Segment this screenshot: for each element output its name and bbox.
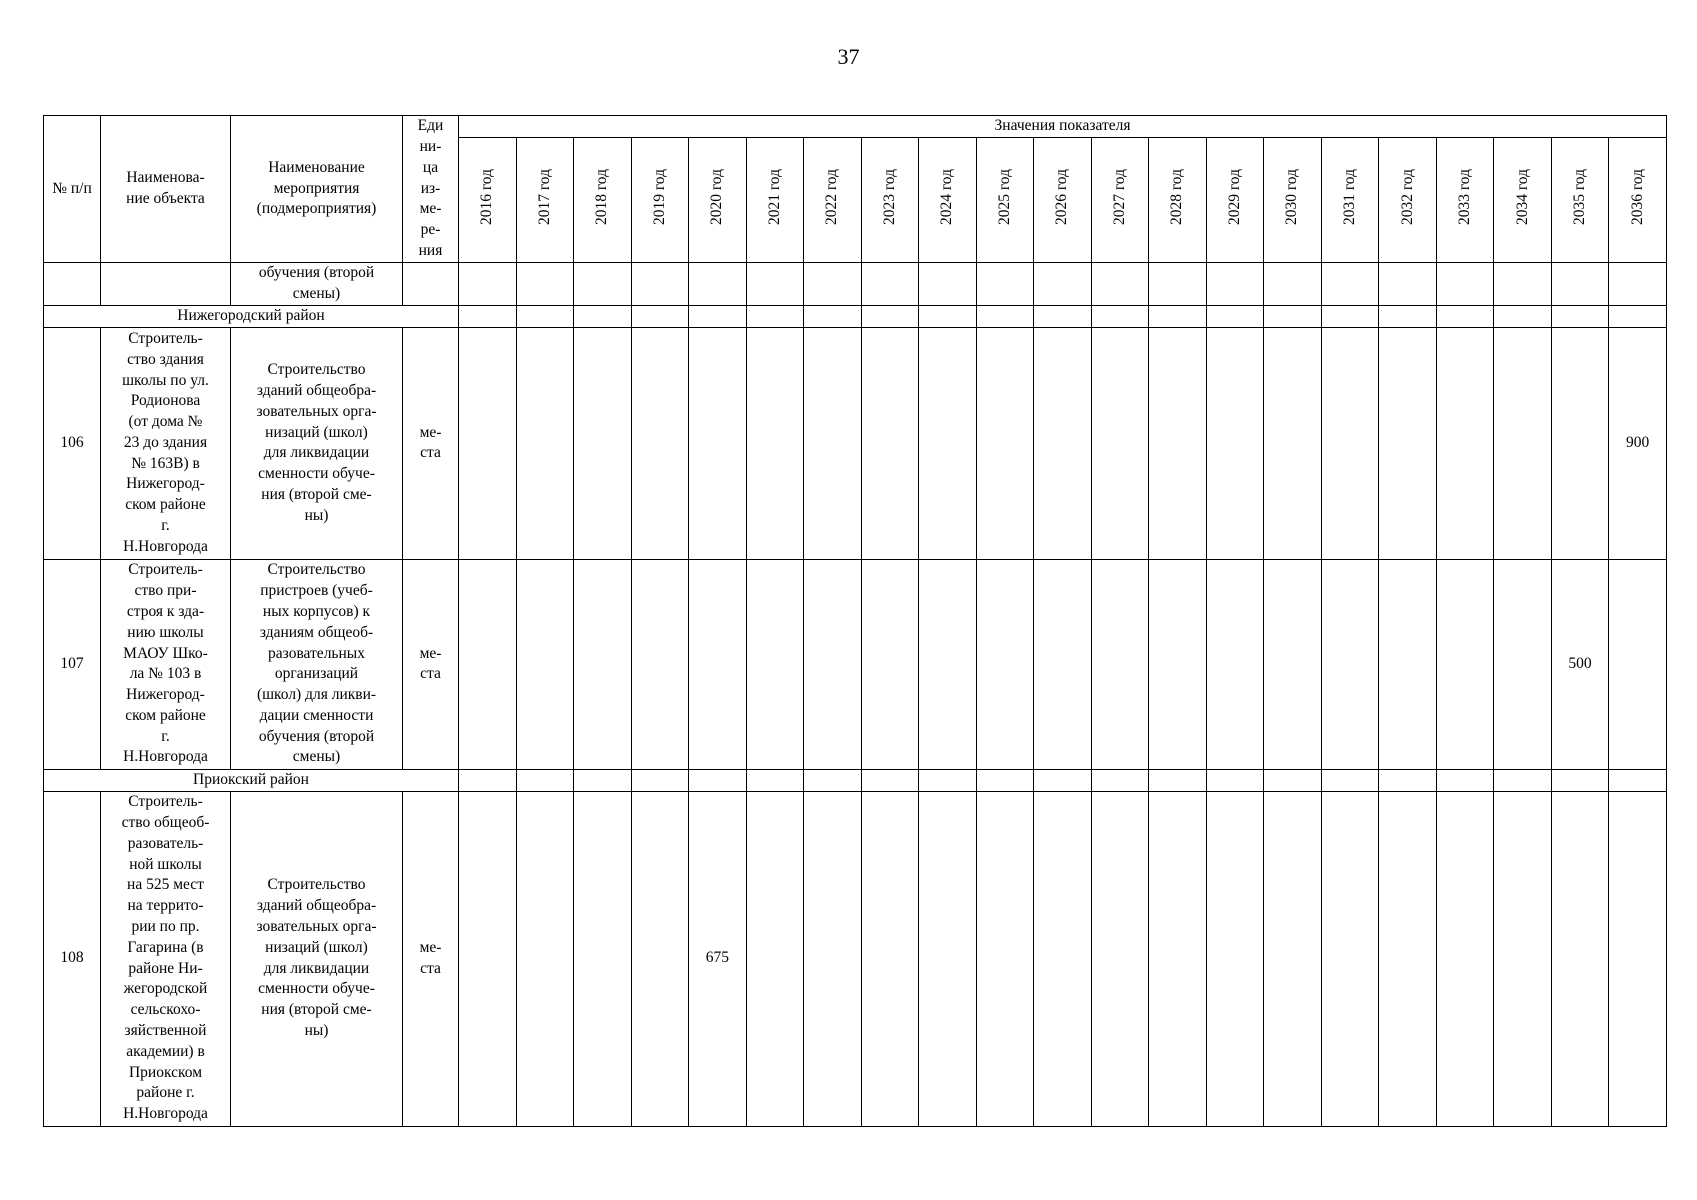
value-cell (919, 263, 977, 306)
value-cell (516, 327, 574, 559)
value-cell (1034, 327, 1092, 559)
value-cell (1436, 327, 1494, 559)
value-cell (746, 306, 804, 328)
value-cell (1494, 306, 1552, 328)
value-cell (861, 327, 919, 559)
value-cell (516, 791, 574, 1126)
value-cell (631, 559, 689, 769)
row-event: Строительство зданий общеобра- зовательных орга- низаций (школ) для ликвидации сменности обуче- ния (второй сме- ны) (231, 327, 403, 559)
value-cell (1379, 769, 1437, 791)
value-cell (1321, 263, 1379, 306)
header-year (516, 138, 574, 263)
value-cell (689, 306, 747, 328)
row-object: Строитель- ство общеоб- разователь- ной школы на 525 мест на террито- рии по пр. Гагарина (в районе Ни- жегородской сельскохо- зяйственной академии) в Приокском районе г. Н.Новгорода (101, 791, 231, 1126)
value-cell (689, 327, 747, 559)
indicator-table (43, 115, 1667, 1127)
year-label: 2025 год (995, 168, 1013, 225)
value-cell (1091, 791, 1149, 1126)
row-unit: ме- ста (403, 559, 459, 769)
value-cell (1321, 769, 1379, 791)
value-cell (574, 559, 632, 769)
year-label: 2028 год (1168, 168, 1186, 225)
value-cell (1321, 791, 1379, 1126)
value-cell (516, 769, 574, 791)
value-cell (1609, 306, 1667, 328)
year-label: 2026 год (1053, 168, 1071, 225)
value-cell (574, 791, 632, 1126)
value-cell (1264, 263, 1322, 306)
value-cell (1149, 327, 1207, 559)
value-cell: 500 (1551, 559, 1609, 769)
row-num: 106 (44, 327, 101, 559)
value-cell (631, 263, 689, 306)
value-cell (861, 306, 919, 328)
header-num: № п/п (44, 116, 101, 263)
row-event: Строительство пристроев (учеб- ных корпусов) к зданиям общеоб- разовательных организаций (школ) для ликви- дации сменности обучения (второй смены) (231, 559, 403, 769)
year-label: 2022 год (823, 168, 841, 225)
value-cell (746, 769, 804, 791)
header-object: Наименова- ние объекта (101, 116, 231, 263)
value-cell (1379, 327, 1437, 559)
value-cell (574, 306, 632, 328)
value-cell (459, 791, 517, 1126)
year-label: 2017 год (535, 168, 553, 225)
header-unit: Еди ни- ца из- ме- ре- ния (403, 116, 459, 263)
value-cell (804, 769, 862, 791)
header-values: Значения показателя (459, 116, 1667, 138)
value-cell (1494, 769, 1552, 791)
year-label: 2021 год (765, 168, 783, 225)
value-cell (631, 327, 689, 559)
year-label: 2031 год (1340, 168, 1358, 225)
value-cell: 675 (689, 791, 747, 1126)
value-cell (1206, 769, 1264, 791)
value-cell (1379, 263, 1437, 306)
header-year (1379, 138, 1437, 263)
year-label: 2033 год (1456, 168, 1474, 225)
year-label: 2020 год (708, 168, 726, 225)
value-cell (804, 327, 862, 559)
value-cell (1379, 791, 1437, 1126)
value-cell (631, 306, 689, 328)
value-cell (1264, 769, 1322, 791)
value-cell (746, 263, 804, 306)
value-cell (1206, 327, 1264, 559)
page-number: 37 (837, 44, 860, 69)
value-cell (976, 263, 1034, 306)
value-cell (516, 263, 574, 306)
header-year (1494, 138, 1552, 263)
header-year (746, 138, 804, 263)
value-cell (976, 327, 1034, 559)
value-cell (1264, 791, 1322, 1126)
value-cell (689, 263, 747, 306)
value-cell (1091, 559, 1149, 769)
value-cell (459, 769, 517, 791)
value-cell (1609, 791, 1667, 1126)
value-cell (1609, 263, 1667, 306)
value-cell (861, 559, 919, 769)
value-cell (1321, 306, 1379, 328)
value-cell (861, 769, 919, 791)
header-year (804, 138, 862, 263)
value-cell (631, 769, 689, 791)
year-label: 2027 год (1110, 168, 1128, 225)
value-cell (1206, 791, 1264, 1126)
continuation-event: обучения (второй смены) (231, 263, 403, 306)
year-label: 2024 год (938, 168, 956, 225)
row-object: Строитель- ство при- строя к зда- нию школы МАОУ Шко- ла № 103 в Нижегород- ском районе г. Н.Новгорода (101, 559, 231, 769)
header-year (1436, 138, 1494, 263)
year-label: 2016 год (478, 168, 496, 225)
value-cell (1264, 327, 1322, 559)
value-cell (1034, 263, 1092, 306)
value-cell (1034, 769, 1092, 791)
year-label: 2036 год (1628, 168, 1646, 225)
value-cell (1436, 559, 1494, 769)
value-cell (919, 327, 977, 559)
value-cell (1609, 559, 1667, 769)
value-cell (1551, 327, 1609, 559)
row-event: Строительство зданий общеобра- зовательных орга- низаций (школ) для ликвидации сменности обуче- ния (второй сме- ны) (231, 791, 403, 1126)
header-year (919, 138, 977, 263)
continuation-num (44, 263, 101, 306)
value-cell (1264, 559, 1322, 769)
value-cell (1034, 559, 1092, 769)
value-cell (1551, 769, 1609, 791)
header-year (861, 138, 919, 263)
year-label: 2018 год (593, 168, 611, 225)
year-label: 2019 год (650, 168, 668, 225)
value-cell (1321, 559, 1379, 769)
value-cell (1494, 327, 1552, 559)
row-unit: ме- ста (403, 327, 459, 559)
value-cell (1494, 263, 1552, 306)
value-cell (1034, 791, 1092, 1126)
value-cell (746, 791, 804, 1126)
value-cell (1149, 769, 1207, 791)
row-num: 107 (44, 559, 101, 769)
value-cell (919, 769, 977, 791)
table-row (44, 327, 1667, 559)
header-year (1091, 138, 1149, 263)
continuation-unit (403, 263, 459, 306)
value-cell (1206, 306, 1264, 328)
header-year (1609, 138, 1667, 263)
value-cell (574, 769, 632, 791)
value-cell (689, 559, 747, 769)
value-cell (861, 791, 919, 1126)
value-cell (1206, 263, 1264, 306)
header-year (574, 138, 632, 263)
value-cell (1264, 306, 1322, 328)
header-year (1264, 138, 1322, 263)
value-cell (804, 791, 862, 1126)
header-event: Наименование мероприятия (подмероприятия) (231, 116, 403, 263)
value-cell (746, 327, 804, 559)
header-year (689, 138, 747, 263)
value-cell (1149, 559, 1207, 769)
value-cell (1091, 263, 1149, 306)
header-year (1034, 138, 1092, 263)
value-cell (1379, 559, 1437, 769)
value-cell (1149, 306, 1207, 328)
value-cell (919, 306, 977, 328)
header-year (1551, 138, 1609, 263)
value-cell (1379, 306, 1437, 328)
value-cell (804, 559, 862, 769)
value-cell (1551, 306, 1609, 328)
table-row (44, 559, 1667, 769)
row-unit: ме- ста (403, 791, 459, 1126)
value-cell (1494, 791, 1552, 1126)
value-cell (1551, 791, 1609, 1126)
table-row (44, 791, 1667, 1126)
value-cell (574, 327, 632, 559)
value-cell (804, 306, 862, 328)
value-cell (976, 791, 1034, 1126)
header-year (1206, 138, 1264, 263)
value-cell (976, 559, 1034, 769)
header-year (459, 138, 517, 263)
region-header: Приокский район (44, 769, 459, 791)
year-label: 2035 год (1571, 168, 1589, 225)
value-cell (919, 791, 977, 1126)
value-cell (1034, 306, 1092, 328)
value-cell (1149, 791, 1207, 1126)
year-label: 2032 год (1398, 168, 1416, 225)
value-cell (459, 327, 517, 559)
value-cell (919, 559, 977, 769)
value-cell (1321, 327, 1379, 559)
value-cell (1091, 327, 1149, 559)
value-cell (804, 263, 862, 306)
region-header: Нижегородский район (44, 306, 459, 328)
value-cell (861, 263, 919, 306)
value-cell (976, 769, 1034, 791)
row-num: 108 (44, 791, 101, 1126)
value-cell (1436, 263, 1494, 306)
value-cell (976, 306, 1034, 328)
header-year (631, 138, 689, 263)
header-year (1149, 138, 1207, 263)
value-cell (459, 306, 517, 328)
value-cell (574, 263, 632, 306)
value-cell (1609, 769, 1667, 791)
value-cell (1091, 769, 1149, 791)
value-cell (1206, 559, 1264, 769)
year-label: 2030 год (1283, 168, 1301, 225)
value-cell (1436, 769, 1494, 791)
value-cell (689, 769, 747, 791)
value-cell (1436, 791, 1494, 1126)
value-cell (746, 559, 804, 769)
value-cell (516, 306, 574, 328)
value-cell (459, 559, 517, 769)
value-cell (459, 263, 517, 306)
continuation-object (101, 263, 231, 306)
value-cell (1436, 306, 1494, 328)
value-cell (1494, 559, 1552, 769)
value-cell: 900 (1609, 327, 1667, 559)
year-label: 2034 год (1513, 168, 1531, 225)
year-label: 2023 год (880, 168, 898, 225)
row-object: Строитель- ство здания школы по ул. Родионова (от дома № 23 до здания № 163В) в Нижегород- ском районе г. Н.Новгорода (101, 327, 231, 559)
header-year (976, 138, 1034, 263)
value-cell (1091, 306, 1149, 328)
header-year (1321, 138, 1379, 263)
value-cell (516, 559, 574, 769)
value-cell (1149, 263, 1207, 306)
value-cell (631, 791, 689, 1126)
value-cell (1551, 263, 1609, 306)
year-label: 2029 год (1225, 168, 1243, 225)
